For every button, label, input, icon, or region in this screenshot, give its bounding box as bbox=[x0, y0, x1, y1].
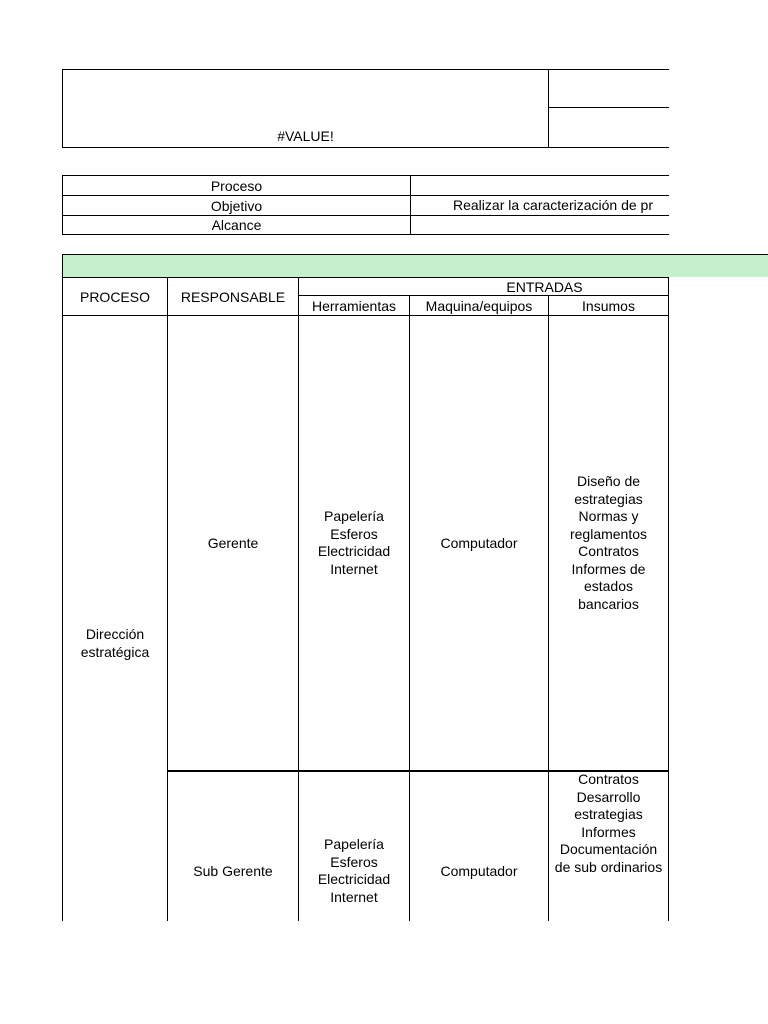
header-right-divider bbox=[548, 107, 669, 108]
col-line-herramientas bbox=[409, 295, 410, 921]
header-insumos: Insumos bbox=[582, 297, 635, 314]
header-responsable: RESPONSABLE bbox=[180, 288, 286, 305]
info-value-proceso bbox=[411, 176, 670, 195]
info-value-alcance bbox=[411, 216, 670, 234]
col-line-responsable bbox=[298, 277, 299, 921]
proceso-value: Dirección estratégica bbox=[80, 626, 150, 660]
header-maquina: Maquina/equipos bbox=[425, 297, 533, 314]
info-label-objetivo: Objetivo bbox=[210, 197, 263, 214]
row2-responsable: Sub Gerente bbox=[193, 863, 273, 879]
header-entradas: ENTRADAS bbox=[506, 278, 583, 295]
info-value-objetivo: Realizar la caracterización de pr bbox=[453, 197, 653, 213]
row1-responsable: Gerente bbox=[207, 535, 259, 551]
info-label-proceso: Proceso bbox=[210, 177, 263, 194]
info-col-divider bbox=[410, 196, 411, 215]
col-line-proceso bbox=[167, 277, 168, 921]
row1-herramientas: Papelería Esferos Electricidad Internet bbox=[317, 508, 391, 577]
info-row-objetivo bbox=[62, 195, 669, 216]
info-table bbox=[62, 175, 669, 235]
row2-herramientas: Papelería Esferos Electricidad Internet bbox=[317, 836, 391, 905]
col-line-left bbox=[62, 254, 63, 921]
col-line-insumos bbox=[668, 277, 669, 921]
row2-maquina: Computador bbox=[440, 863, 518, 879]
info-label-alcance: Alcance bbox=[211, 217, 262, 233]
header-bottom-border bbox=[62, 315, 669, 316]
header-main-text: #VALUE! bbox=[277, 128, 334, 144]
section-banner bbox=[62, 254, 768, 277]
info-row-alcance bbox=[62, 215, 669, 235]
info-row-proceso bbox=[62, 175, 669, 196]
row2-insumos: Contratos Desarrollo estrategias Informes Documentación de sub ordinarios bbox=[554, 771, 663, 875]
header-herramientas: Herramientas bbox=[311, 297, 397, 314]
row1-insumos: Diseño de estrategias Normas y reglamentos Contratos Informes de estados bancarios bbox=[569, 473, 648, 612]
header-proceso: PROCESO bbox=[79, 288, 150, 305]
row1-maquina: Computador bbox=[440, 535, 518, 551]
